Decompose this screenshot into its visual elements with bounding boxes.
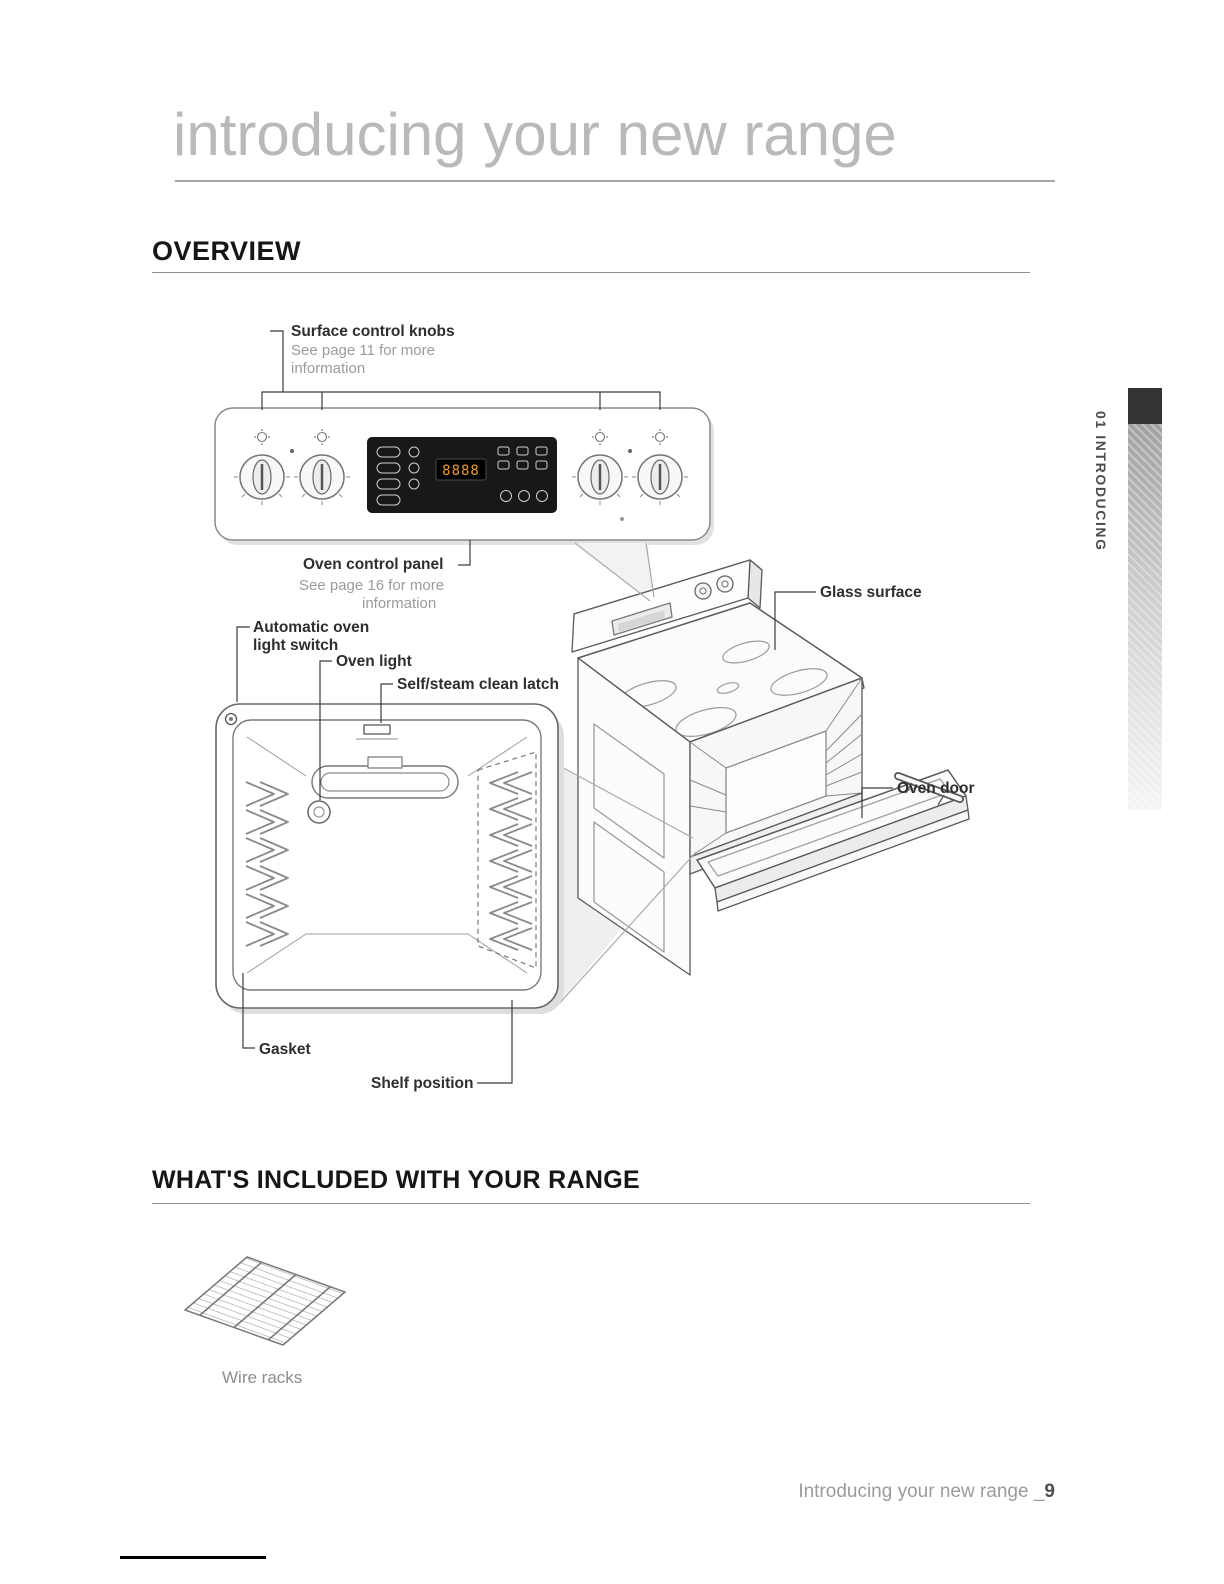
label-oven-control-panel: Oven control panel bbox=[303, 556, 444, 573]
label-oven-door: Oven door bbox=[897, 780, 975, 797]
label-self-steam-clean-latch: Self/steam clean latch bbox=[397, 676, 559, 693]
label-oven-light: Oven light bbox=[336, 653, 412, 670]
label-glass-surface: Glass surface bbox=[820, 584, 922, 601]
wire-racks-label: Wire racks bbox=[222, 1368, 303, 1387]
bottom-rule bbox=[120, 1556, 266, 1559]
overview-heading: OVERVIEW bbox=[152, 236, 302, 266]
chapter-tab-bar bbox=[1128, 424, 1162, 810]
label-surface-control-knobs: Surface control knobs bbox=[291, 323, 455, 340]
desc-surface-control-knobs-2: information bbox=[291, 360, 366, 377]
title-underline bbox=[175, 180, 1055, 182]
chapter-tab-label: 01 INTRODUCING bbox=[1093, 411, 1109, 552]
desc-surface-control-knobs-1: See page 11 for more bbox=[291, 342, 435, 359]
footer-text: Introducing your new range _ bbox=[798, 1481, 1045, 1502]
included-underline bbox=[152, 1203, 1030, 1204]
label-automatic-oven-light-switch-1: Automatic oven bbox=[253, 619, 370, 636]
oven-control-panel-display bbox=[367, 437, 557, 513]
label-shelf-position: Shelf position bbox=[371, 1075, 474, 1092]
included-heading: WHAT'S INCLUDED WITH YOUR RANGE bbox=[152, 1166, 640, 1194]
page-footer bbox=[798, 1481, 1055, 1503]
panel-display-value: 8888 bbox=[442, 463, 480, 479]
footer-page-number: 9 bbox=[1044, 1481, 1055, 1502]
overview-underline bbox=[152, 272, 1030, 273]
label-automatic-oven-light-switch-2: light switch bbox=[253, 637, 339, 654]
chapter-tab-block bbox=[1128, 388, 1162, 424]
label-gasket: Gasket bbox=[259, 1041, 311, 1058]
desc-oven-control-panel-1: See page 16 for more bbox=[299, 577, 445, 594]
page-title: introducing your new range bbox=[173, 101, 897, 168]
oven-light-bulb bbox=[308, 801, 330, 823]
desc-oven-control-panel-2: information bbox=[362, 595, 437, 612]
wire-rack-drawing bbox=[185, 1257, 345, 1345]
control-panel-drawing bbox=[215, 408, 714, 545]
steam-clean-latch bbox=[364, 725, 390, 734]
range-drawing bbox=[572, 560, 969, 975]
oven-interior-drawing bbox=[216, 704, 564, 1014]
